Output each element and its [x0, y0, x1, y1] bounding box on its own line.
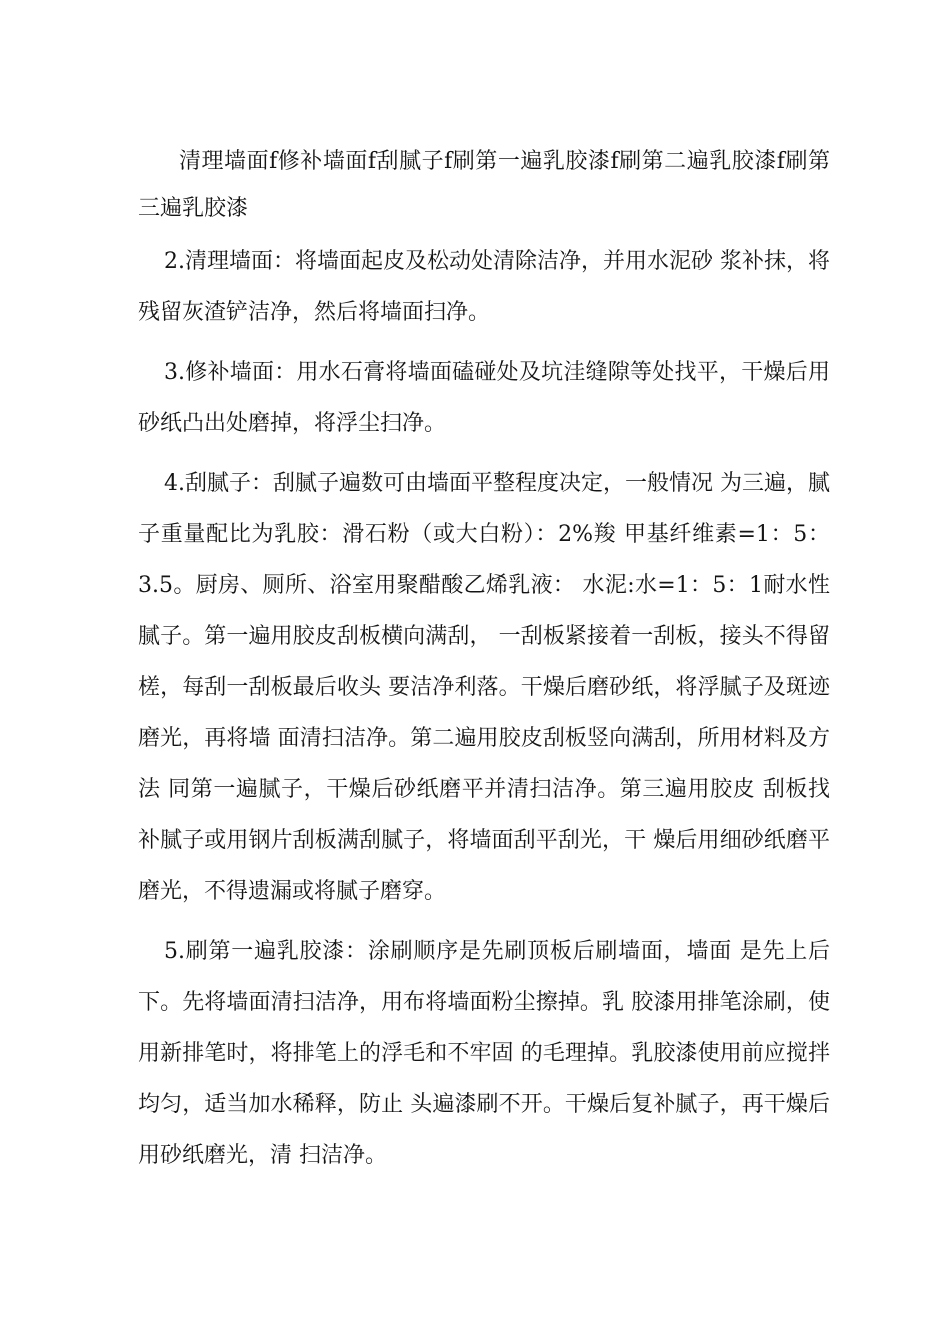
step-4-putty-paragraph: 4.刮腻子：刮腻子遍数可由墙面平整程度决定，一般情况 为三遍，腻子重量配比为乳胶：滑石粉（或大白粉）：2%羧 甲基纤维素=1：5：3.5。厨房、厕所、浴室用聚醋酸乙烯乳液： 水泥:水=1：5：1耐水性腻子。第一遍用胶皮刮板横向满刮， 一刮板紧接着一刮板，接头不得留槎，每刮一刮板最后收头 要洁净利落。干燥后磨砂纸，将浮腻子及斑迹磨光，再将墙 面清扫洁净。第二遍用胶皮刮板竖向满刮，所用材料及方法 同第一遍腻子，干燥后砂纸磨平并清扫洁净。第三遍用胶皮 刮板找补腻子或用钢片刮板满刮腻子，将墙面刮平刮光，干 燥后用细砂纸磨平磨光，不得遗漏或将腻子磨穿。 [138, 471, 830, 904]
process-flow-paragraph: 清理墙面f修补墙面f刮腻子f刷第一遍乳胶漆f刷第二遍乳胶漆f刷第三遍乳胶漆 [138, 149, 830, 221]
step-3-repair-wall-paragraph: 3.修补墙面：用水石膏将墙面磕碰处及坑洼缝隙等处找平，干燥后用砂纸凸出处磨掉，将浮尘扫净。 [138, 360, 830, 436]
step-5-first-coat-paragraph: 5.刷第一遍乳胶漆：涂刷顺序是先刷顶板后刷墙面，墙面 是先上后下。先将墙面清扫洁净，用布将墙面粉尘擦掉。乳 胶漆用排笔涂刷，使用新排笔时，将排笔上的浮毛和不牢固 的毛理掉。乳胶漆使用前应搅拌均匀，适当加水稀释，防止 头遍漆刷不开。干燥后复补腻子，再干燥后用砂纸磨光，清 扫洁净。 [138, 939, 830, 1168]
step-2-clean-wall-paragraph: 2.清理墙面：将墙面起皮及松动处清除洁净，并用水泥砂 浆补抹，将残留灰渣铲洁净，然后将墙面扫净。 [138, 249, 830, 325]
document-body [138, 138, 830, 1190]
